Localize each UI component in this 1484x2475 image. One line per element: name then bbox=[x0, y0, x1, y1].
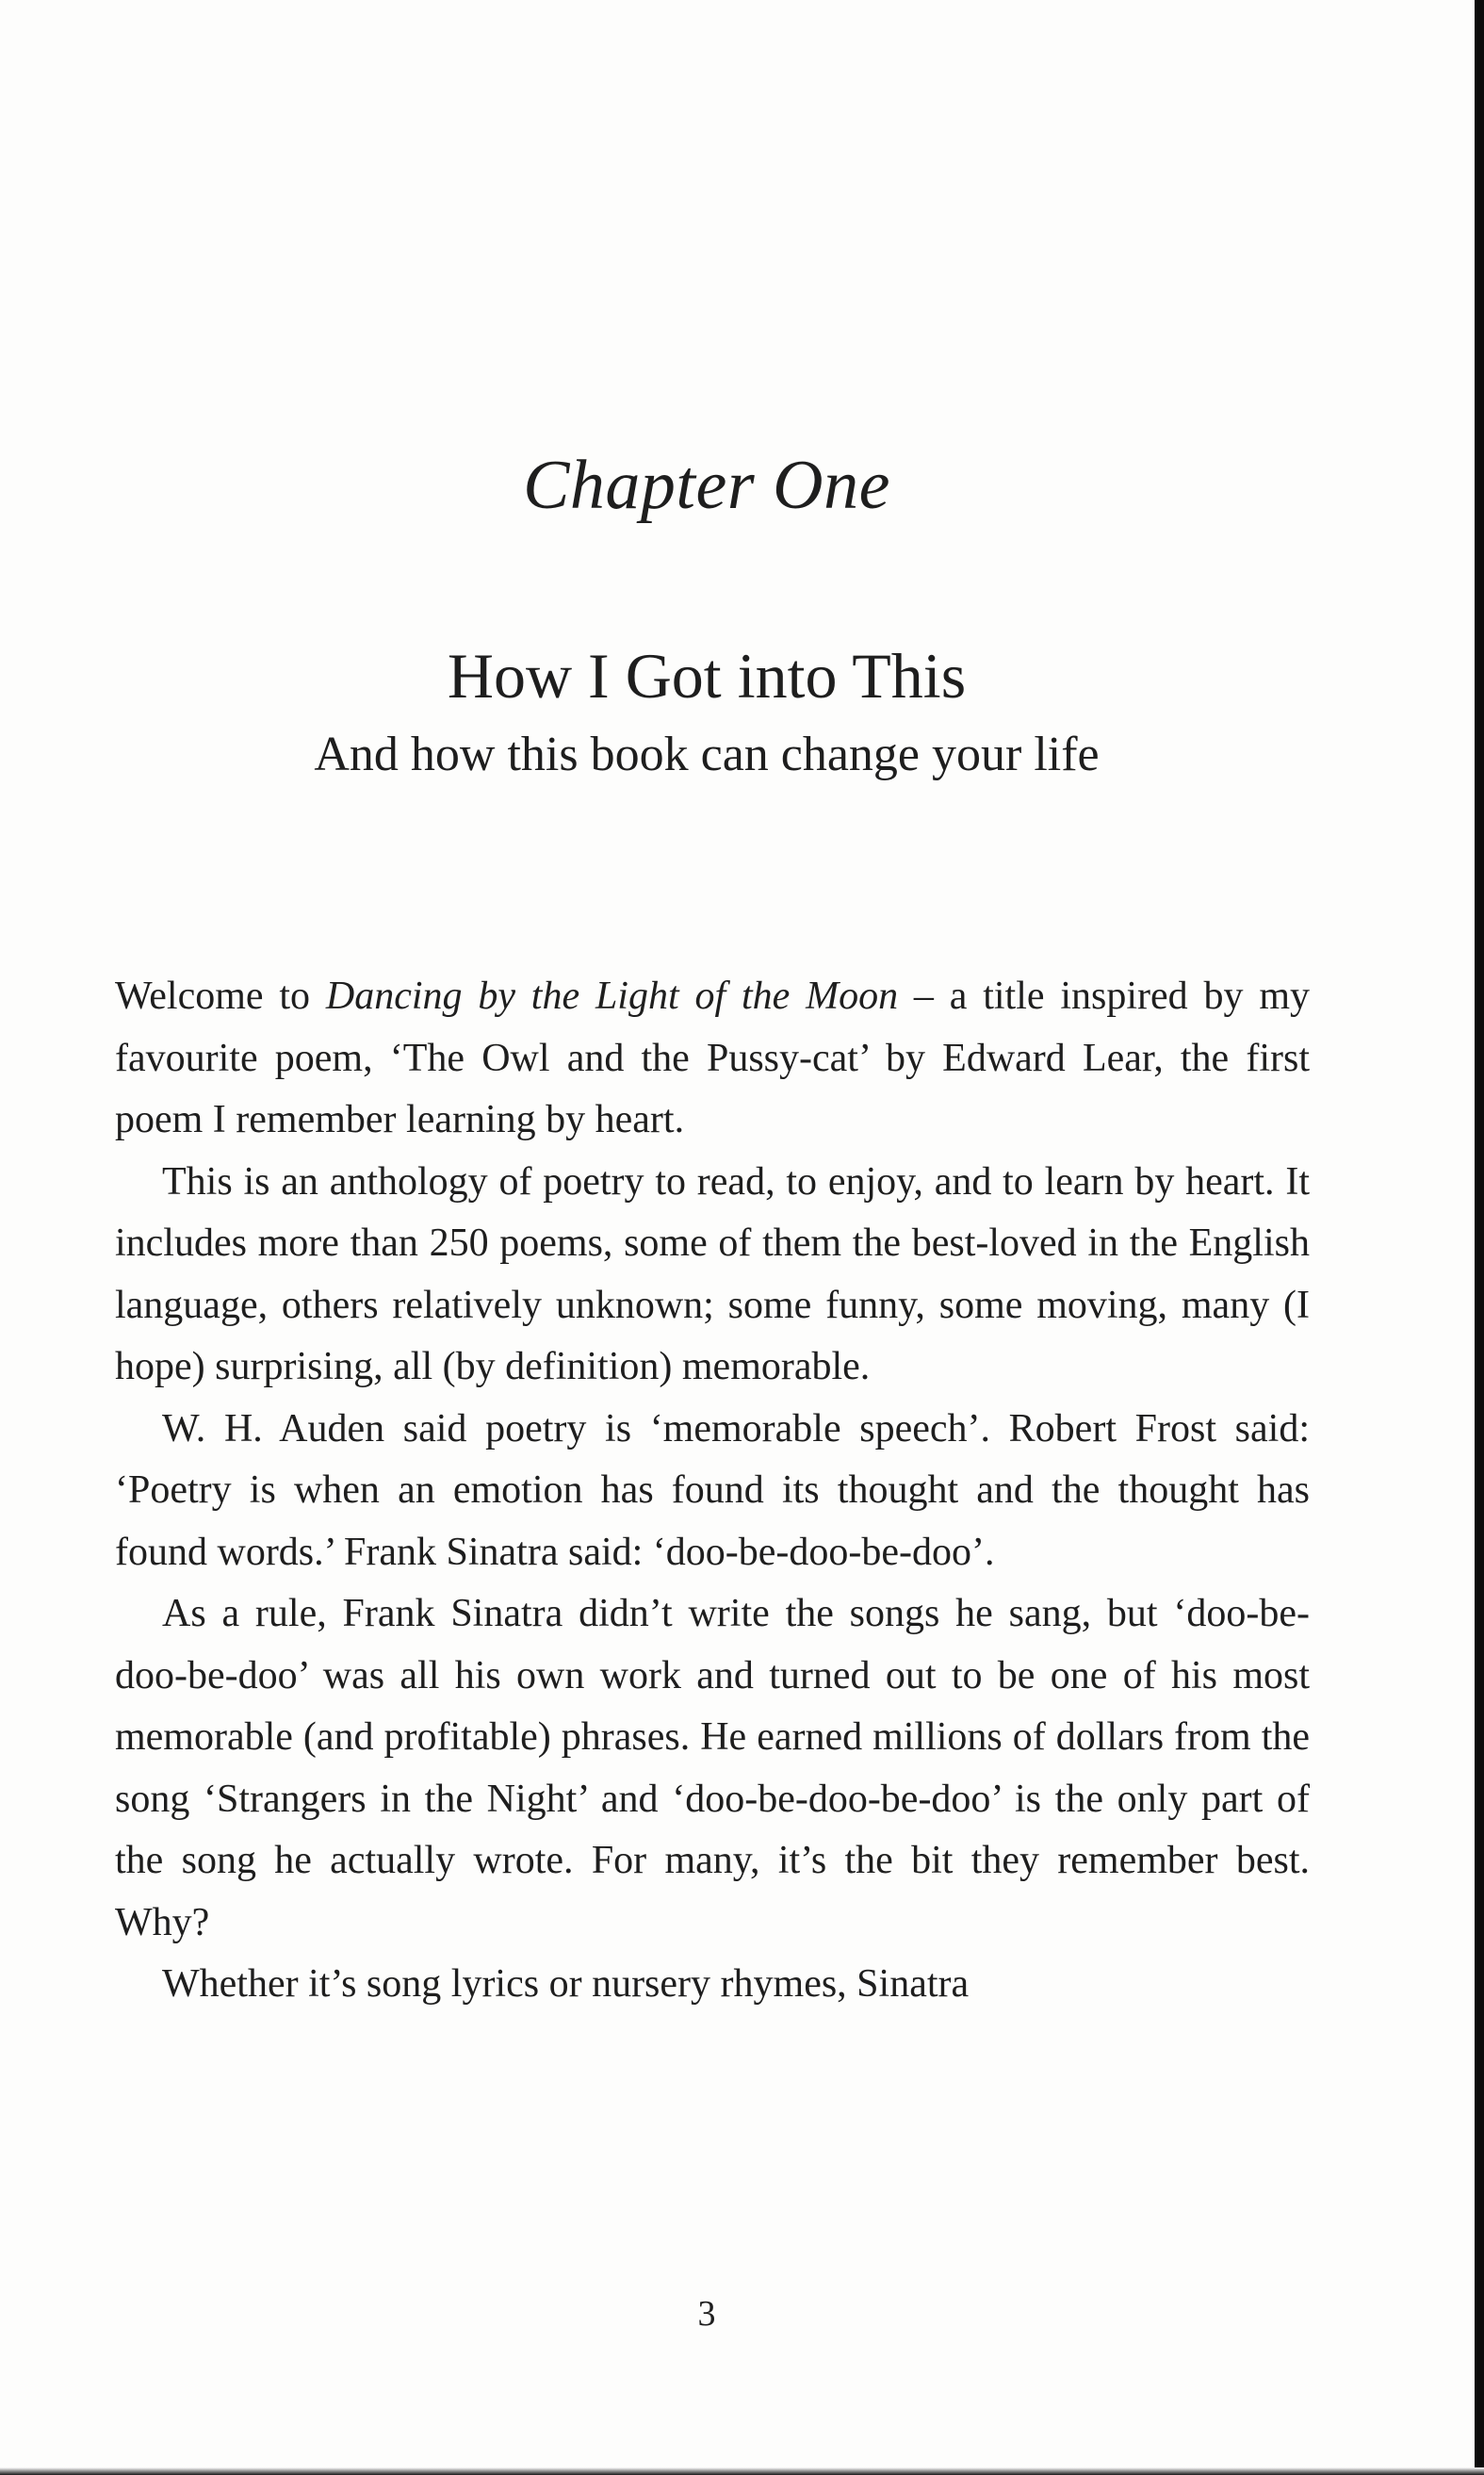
chapter-label: Chapter One bbox=[523, 447, 890, 524]
chapter-title: How I Got into This bbox=[447, 640, 967, 712]
paragraph-4: As a rule, Frank Sinatra didn’t write the songs he sang, but ‘doo-be-doo-be-doo’ was all his own work and turned out to be one of his most memorable (and profitable) phrases. He earned millions of dollars from the song ‘Strangers in the Night’ and ‘doo-be-doo-be-doo’ is the only part of the song he actually wrote. For many, it’s the bit they remember best. Why? bbox=[115, 1592, 1310, 1944]
chapter-subtitle: And how this book can change your life bbox=[314, 728, 1100, 781]
body-text bbox=[115, 966, 1310, 2016]
paragraph-3: W. H. Auden said poetry is ‘memorable speech’. Robert Frost said: ‘Poetry is when an emotion has found its thought and the thought has found words.’ Frank Sinatra said: ‘doo-be-doo-be-doo’. bbox=[115, 1406, 1310, 1574]
page-bottom-edge bbox=[0, 2467, 1484, 2475]
paragraph-1-intro: Welcome to bbox=[115, 975, 326, 1018]
page-edge-shadow bbox=[1475, 0, 1484, 2475]
page-number: 3 bbox=[697, 2294, 716, 2334]
book-title: Dancing by the Light of the Moon bbox=[325, 975, 899, 1018]
paragraph-5: Whether it’s song lyrics or nursery rhymes, Sinatra bbox=[162, 1962, 970, 2006]
paragraph-2: This is an anthology of poetry to read, to enjoy, and to learn by heart. It includes more than 250 poems, some of them the best-loved in the English language, others relatively unknown; some funny, some moving, many (I hope) surprising, all (by definition) memorable. bbox=[115, 1159, 1310, 1388]
paragraph-1-rest: – a title inspired by my favourite poem, ‘The Owl and the Pussy-cat’ by Edward Lear, the first poem I remember learning by heart. bbox=[115, 975, 1310, 1141]
paragraph-1 bbox=[115, 966, 1310, 1152]
